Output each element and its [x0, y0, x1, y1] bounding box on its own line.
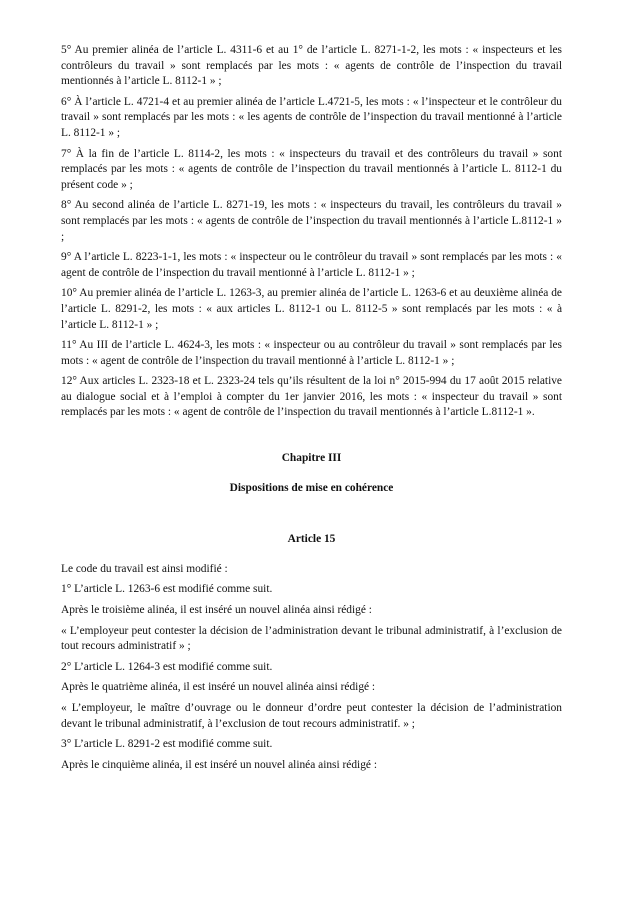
- paragraph-item-10: 10° Au premier alinéa de l’article L. 1263-3, au premier alinéa de l’article L. 1263-6 et au deuxième alinéa de l’article L. 8291-2, les mots : « aux articles L. 8112-1 ou L. 8112-5 » sont remplacés par les mots : « à l’article L. 8112-1 » ;: [61, 287, 562, 331]
- article-item-1-quote: « L’employeur peut contester la décision de l’administration devant le tribunal administratif, à l’exclusion de tout recours administratif » ;: [61, 624, 562, 653]
- paragraph-item-8: 8° Au second alinéa de l’article L. 8271-19, les mots : « inspecteurs du travail, les contrôleurs du travail » sont remplacés par les mots : « agents de contrôle de l’inspection du travail mentionnés à l’article L.8112-1 » ;: [61, 199, 562, 243]
- article-item-1-instruction: Après le troisième alinéa, il est inséré un nouvel alinéa ainsi rédigé :: [61, 604, 372, 617]
- article-item-1: 1° L’article L. 1263-6 est modifié comme suit.: [61, 583, 273, 596]
- paragraph-item-11: 11° Au III de l’article L. 4624-3, les mots : « inspecteur ou au contrôleur du travail » sont remplacés par les mots : « agent de contrôle de l’inspection du travail mentionné à l’article L. 8112-1 » ;: [61, 339, 562, 367]
- article-intro: Le code du travail est ainsi modifié :: [61, 562, 228, 575]
- article-title: Article 15: [287, 533, 336, 546]
- chapter-title: Chapitre III: [281, 452, 342, 465]
- paragraph-item-7: 7° À la fin de l’article L. 8114-2, les mots : « inspecteurs du travail et des contrôleurs du travail » sont remplacés par les mots : « agents de contrôle de l’inspection du travail mentionnés à l’article L. 8112-1 du présent code » ;: [61, 147, 562, 191]
- article-item-3-instruction: Après le cinquième alinéa, il est inséré un nouvel alinéa ainsi rédigé :: [61, 758, 377, 771]
- paragraph-item-5: 5° Au premier alinéa de l’article L. 4311-6 et au 1° de l’article L. 8271-1-2, les mots : « inspecteurs et les contrôleurs du travail » sont remplacés par les mots : « agents de contrôle de l’inspection du travail mentionnés à l’article L. 8112-1 » ;: [61, 44, 562, 88]
- document-page: [61, 43, 562, 778]
- article-item-3: 3° L’article L. 8291-2 est modifié comme suit.: [61, 738, 273, 751]
- chapter-subtitle: Dispositions de mise en cohérence: [229, 481, 394, 494]
- paragraph-item-9: 9° A l’article L. 8223-1-1, les mots : « inspecteur ou le contrôleur du travail » sont remplacés par les mots : « agent de contrôle de l’inspection du travail mentionné à l’article L. 8112-1 » ;: [61, 251, 562, 279]
- article-item-2-quote: « L’employeur, le maître d’ouvrage ou le donneur d’ordre peut contester la décision de l’administration devant le tribunal administratif, à l’exclusion de tout recours administratif. » ;: [61, 702, 562, 730]
- paragraph-item-6: 6° À l’article L. 4721-4 et au premier alinéa de l’article L.4721-5, les mots : « l’inspecteur et le contrôleur du travail » sont remplacés par les mots : « les agents de contrôle de l’inspection du travail mentionné à l’article L. 8112-1 » ;: [61, 95, 562, 139]
- paragraph-item-12: 12° Aux articles L. 2323-18 et L. 2323-24 tels qu’ils résultent de la loi n° 2015-994 du 17 août 2015 relative au dialogue social et à l’emploi à compter du 1er janvier 2016, les mots : « inspecteur du travail » sont remplacés par les mots : « agent de contrôle de l’inspection du travail mentionnés à l’article L.8112-1 ».: [61, 375, 562, 419]
- article-item-2-instruction: Après le quatrième alinéa, il est inséré un nouvel alinéa ainsi rédigé :: [61, 681, 376, 694]
- article-item-2: 2° L’article L. 1264-3 est modifié comme suit.: [61, 660, 273, 673]
